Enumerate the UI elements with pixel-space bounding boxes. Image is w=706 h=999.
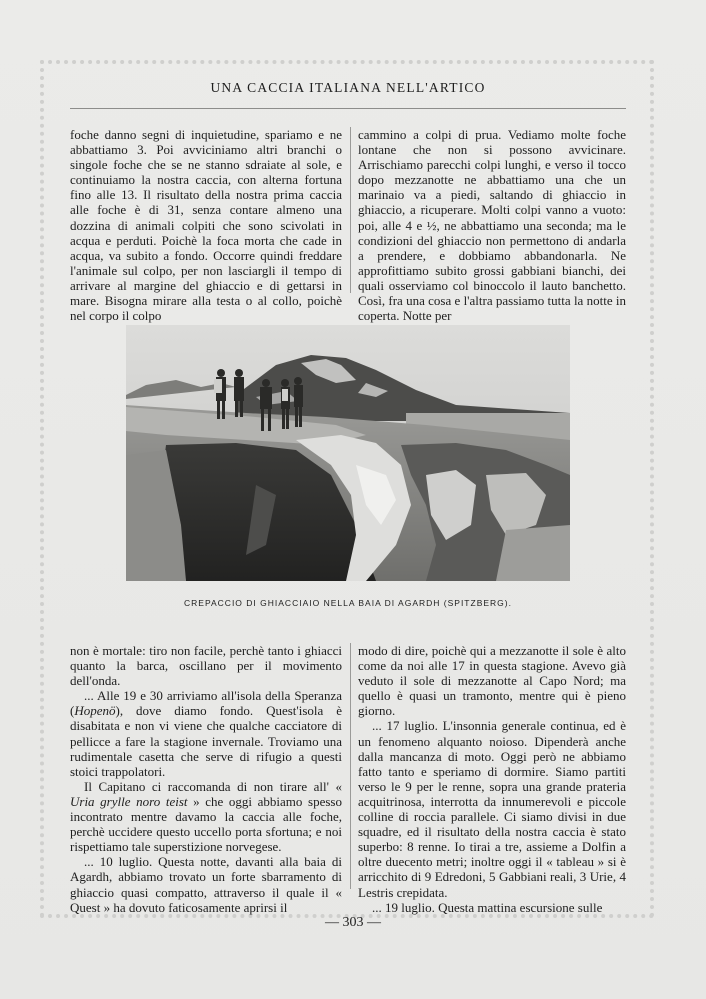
- photo-illustration: [126, 325, 570, 581]
- running-head: UNA CACCIA ITALIANA NELL'ARTICO: [210, 80, 486, 95]
- column-left-top: [70, 127, 342, 324]
- glacier-crevasse-photo: [126, 325, 570, 581]
- photo-caption: CREPACCIO DI GHIACCIAIO NELLA BAIA DI AGARDH (SPITZBERG).: [184, 598, 512, 608]
- column-right-bottom: [358, 643, 626, 915]
- paragraph: foche danno segni di inquietudine, spariamo e ne abbattiamo 3. Poi avviciniamo altri branchi o singole foche che se ne stanno sdraiate al sole, e continuiamo la nostra caccia, con alterna fortuna fino alle 13. Il risultato della nostra prima caccia alle foche è di 31, senza contare almeno una dozzina di animali colpiti che sono scivolati in acqua e perduti. Poichè la foca morta che cade in acqua, va subito a fondo. Occorre quindi freddare l'animale sul colpo, per non lasciargli il tempo di arrivare al margine del ghiaccio e di gettarsi in mare. Bisogna mirare alla testa o al collo, poichè nel corpo il colpo: [70, 127, 342, 324]
- paragraph: ... 10 luglio. Questa notte, davanti alla baia di Agardh, abbiamo trovato un forte sbarramento di ghiaccio quasi compatto, attraverso il quale il « Quest » ha dovuto faticosamente aprirsi il: [70, 854, 342, 915]
- paragraph: ... Alle 19 e 30 arriviamo all'isola della Speranza (Hopenö), dove diamo fondo. Quest'isola è disabitata e non vi viene che qualche cacciatore di pellicce a fare la stagione invernale. Troviamo una rudimentale casetta che serve di rifugio a questi stoici trappolatori.: [70, 688, 342, 779]
- paragraph: modo di dire, poichè qui a mezzanotte il sole è alto come da noi alle 17 in questa stagione. Avevo già veduto il sole di mezzanotte al Capo Nord; ma quello è quasi un tramonto, mentre qui è pieno giorno.: [358, 643, 626, 719]
- paragraph: ... 17 luglio. L'insonnia generale continua, ed è un fenomeno alquanto noioso. Dipenderà anche dalla mancanza di moto. Oggi però ne abbiamo fatto tanto e speriamo di dormire. Siamo partiti verso le 9 per le renne, sopra una grande prateria acquitrinosa, interrotta da innumerevoli e piccole colline di roccia parallele. Ci siamo divisi in due squadre, ed il risultato della nostra caccia è stato superbo: 8 renne. Io tirai a tre, assieme a Dolfin a oltre duecento metri; inoltre oggi il « tableau » si è arricchito di 9 Edredoni, 5 Gabbiani reali, 3 Urie, 4 Lestris crepidata.: [358, 718, 626, 900]
- paragraph: ... 19 luglio. Questa mattina escursione sulle: [372, 899, 603, 915]
- column-left-bottom: [70, 643, 342, 915]
- italic-place-name: Hopenö: [74, 703, 116, 719]
- paragraph: non è mortale: tiro non facile, perchè tanto i ghiacci quanto la barca, oscillano per il movimento dell'onda.: [70, 643, 342, 689]
- page-number: — 303 —: [325, 915, 381, 930]
- paragraph: Il Capitano ci raccomanda di non tirare all' « Uria grylle noro teist » che oggi abbiamo spesso incontrato mentre davamo la caccia alle foche, perchè uccidere questo uccello porta sfortuna; e noi rispettiamo tale superstizione norvegese.: [70, 778, 342, 855]
- column-rule-bottom: [350, 643, 351, 889]
- column-rule-top: [350, 127, 351, 293]
- column-right-top: [358, 127, 626, 324]
- header-rule: [70, 108, 626, 109]
- italic-species-name: Uria grylle noro teist: [70, 793, 188, 809]
- paragraph: cammino a colpi di prua. Vediamo molte foche lontane che non si possono avvicinare. Arrischiamo parecchi colpi lunghi, e verso il tocco dopo mezzanotte ne abbattiamo una che un marinaio va a piedi, saltando di ghiaccio in ghiaccio, a ricuperare. Molti colpi vanno a vuoto: poi, alle 4 e ½, ne abbattiamo una seconda; ma le condizioni del ghiaccio non permettono di andarla a prendere, e dobbiamo abbandonarla. Ne approfittiamo subito grossi gabbiani bianchi, dei quali osserviamo col binoccolo il lauto banchetto. Così, fra una cosa e l'altra passiamo tutta la notte in coperta. Notte per: [358, 127, 626, 324]
